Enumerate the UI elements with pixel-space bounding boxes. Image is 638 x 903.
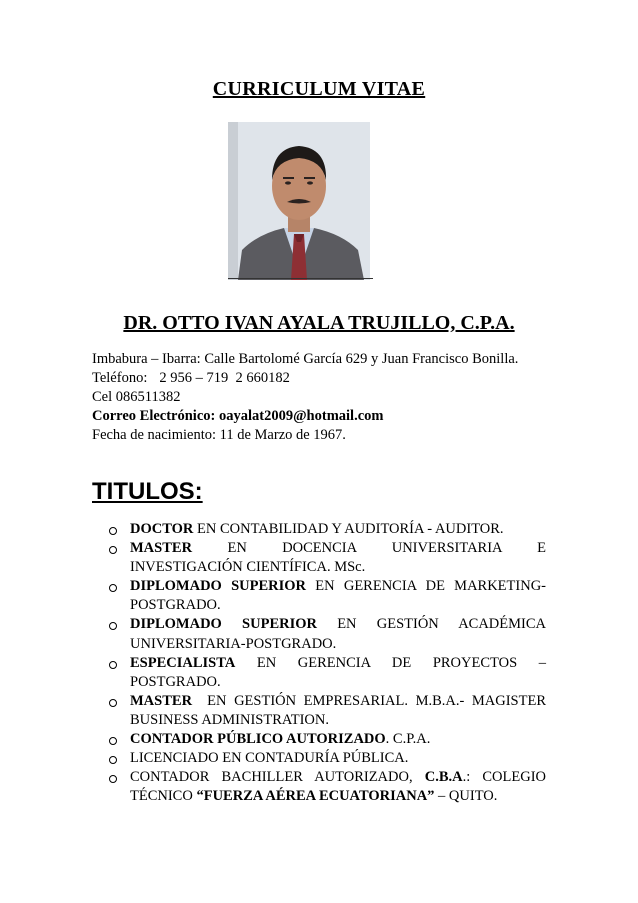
photo-underline bbox=[228, 278, 373, 279]
list-item: MASTER EN DOCENCIA UNIVERSITARIA E INVESTIGACIÓN CIENTÍFICA. MSc. bbox=[130, 539, 546, 577]
address-line: Imbabura – Ibarra: Calle Bartolomé García 629 y Juan Francisco Bonilla. bbox=[92, 351, 519, 367]
list-item: DIPLOMADO SUPERIOR EN GERENCIA DE MARKETING- POSTGRADO. bbox=[130, 577, 546, 615]
phone-line bbox=[92, 369, 518, 388]
list-item: DOCTOR EN CONTABILIDAD Y AUDITORÍA - AUDITOR. bbox=[130, 520, 546, 539]
titles-list bbox=[130, 520, 546, 806]
list-item: CONTADOR BACHILLER AUTORIZADO, C.B.A.: COLEGIO TÉCNICO “FUERZA AÉREA ECUATORIANA” – QUITO. bbox=[130, 768, 546, 806]
email-line: Correo Electrónico: oayalat2009@hotmail.com bbox=[92, 408, 384, 424]
list-item: CONTADOR PÚBLICO AUTORIZADO. C.P.A. bbox=[130, 730, 546, 749]
cell-line: Cel 086511382 bbox=[92, 389, 181, 405]
phone-label: Teléfono: bbox=[92, 370, 148, 386]
portrait-image bbox=[228, 122, 370, 280]
portrait-photo bbox=[228, 122, 370, 280]
person-name: DR. OTTO IVAN AYALA TRUJILLO, C.P.A. bbox=[123, 312, 515, 334]
contact-info bbox=[92, 350, 518, 445]
phone-value: 2 956 – 719 2 660182 bbox=[159, 370, 290, 386]
list-item: DIPLOMADO SUPERIOR EN GESTIÓN ACADÉMICA UNIVERSITARIA-POSTGRADO. bbox=[130, 615, 546, 653]
document-title: CURRICULUM VITAE bbox=[212, 78, 426, 100]
list-item: ESPECIALISTA EN GERENCIA DE PROYECTOS – POSTGRADO. bbox=[130, 654, 546, 692]
list-item: LICENCIADO EN CONTADURÍA PÚBLICA. bbox=[130, 749, 546, 768]
birth-date-line: Fecha de nacimiento: 11 de Marzo de 1967. bbox=[92, 427, 346, 443]
list-item: MASTER EN GESTIÓN EMPRESARIAL. M.B.A.- MAGISTER BUSINESS ADMINISTRATION. bbox=[130, 692, 546, 730]
titles-heading: TITULOS: bbox=[92, 478, 203, 505]
